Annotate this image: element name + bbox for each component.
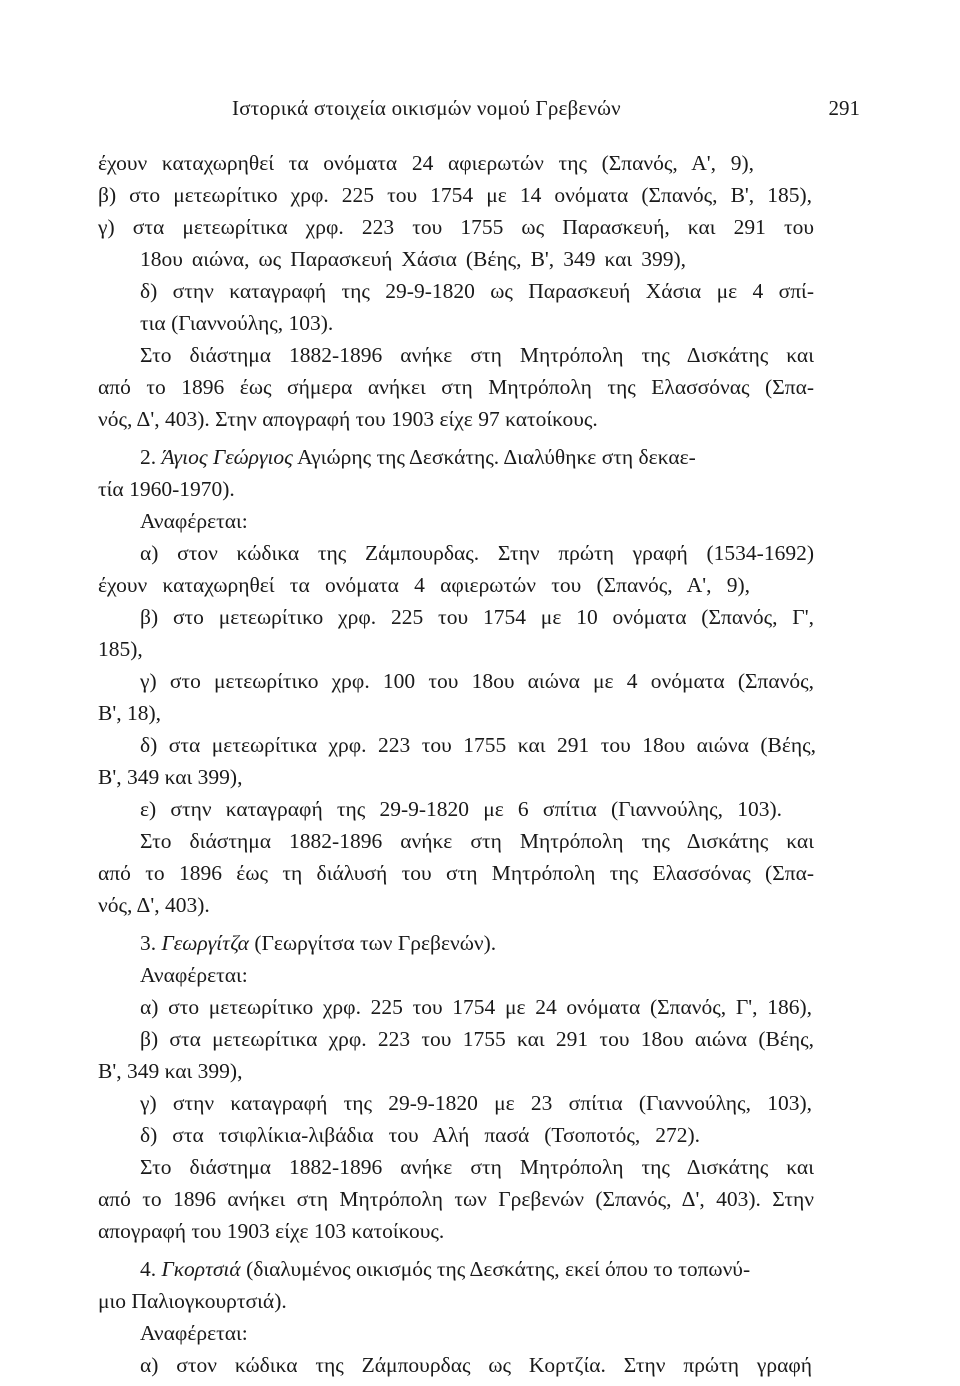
text-line: νός, Δ', 403).: [98, 893, 210, 917]
text-line: δ) στα τσιφλίκια-λιβάδια του Αλή πασά (Τσοποτός, 272).: [140, 1123, 700, 1147]
entry-2-heading: [140, 442, 696, 472]
text-line: α) στον κώδικα της Ζάμπουρδας. Στην πρώτη γραφή (1534-1692): [140, 541, 814, 565]
text-line: τια (Γιαννούλης, 103).: [140, 311, 334, 335]
entry-name: Άγιος Γεώργιος: [161, 445, 293, 469]
text-line: Αναφέρεται:: [140, 1321, 248, 1345]
text-line: νός, Δ', 403). Στην απογραφή του 1903 είχε 97 κατοίκους.: [98, 407, 598, 431]
text-line: Αγιώρης της Δεσκάτης. Διαλύθηκε στη δεκαε-: [297, 445, 696, 469]
text-line: (διαλυμένος οικισμός της Δεσκάτης, εκεί όπου το τοπωνύ-: [246, 1257, 751, 1281]
text-line: έχουν καταχωρηθεί τα ονόματα 4 αφιερωτών του (Σπανός, Α', 9),: [98, 573, 750, 597]
text-line: Στο διάστημα 1882-1896 ανήκε στη Μητρόπολη της Δισκάτης και: [140, 1155, 814, 1179]
text-line: γ) στο μετεωρίτικο χρφ. 100 του 18ου αιώνα με 4 ονόματα (Σπανός,: [140, 669, 814, 693]
text-line: Αναφέρεται:: [140, 963, 248, 987]
text-line: β) στο μετεωρίτικο χρφ. 225 του 1754 με 14 ονόματα (Σπανός, Β', 185),: [98, 183, 812, 207]
text-line: έχουν καταχωρηθεί τα ονόματα 24 αφιερωτών της (Σπανός, Α', 9),: [98, 151, 754, 175]
entry-number: 4.: [140, 1257, 157, 1281]
text-line: Στο διάστημα 1882-1896 ανήκε στη Μητρόπολη της Δισκάτης και: [140, 829, 814, 853]
text-line: απογραφή του 1903 είχε 103 κατοίκους.: [98, 1219, 445, 1243]
text-line: α) στον κώδικα της Ζάμπουρδας ως Κορτζία. Στην πρώτη γραφή: [140, 1353, 812, 1377]
entry-name: Γκορτσιά: [161, 1257, 241, 1281]
text-line: β) στο μετεωρίτικο χρφ. 225 του 1754 με 10 ονόματα (Σπανός, Γ',: [140, 605, 814, 629]
text-line: Β', 349 και 399),: [98, 765, 243, 789]
text-line: δ) στα μετεωρίτικα χρφ. 223 του 1755 και 291 του 18ου αιώνα (Βέης,: [140, 733, 816, 757]
text-line: από το 1896 έως σήμερα ανήκει στη Μητρόπολη της Ελασσόνας (Σπα-: [98, 375, 814, 399]
text-line: Β', 349 και 399),: [98, 1059, 243, 1083]
entry-name: Γεωργίτζα: [161, 931, 249, 955]
text-line: από το 1896 ανήκει στη Μητρόπολη των Γρεβενών (Σπανός, Δ', 403). Στην: [98, 1187, 814, 1211]
text-line: Αναφέρεται:: [140, 509, 248, 533]
entry-4-heading: [140, 1254, 750, 1284]
text-line: τία 1960-1970).: [98, 477, 235, 501]
page-number: 291: [828, 96, 860, 120]
text-line: β) στα μετεωρίτικα χρφ. 223 του 1755 και 291 του 18ου αιώνα (Βέης,: [140, 1027, 814, 1051]
text-line: γ) στην καταγραφή της 29-9-1820 με 23 σπίτια (Γιαννούλης, 103),: [140, 1091, 812, 1115]
text-line: 18ου αιώνα, ως Παρασκευή Χάσια (Βέης, Β', 349 και 399),: [140, 247, 686, 271]
text-line: 185),: [98, 637, 143, 661]
text-line: γ) στα μετεωρίτικα χρφ. 223 του 1755 ως Παρασκευή, και 291 του: [98, 215, 814, 239]
text-line: ε) στην καταγραφή της 29-9-1820 με 6 σπίτια (Γιαννούλης, 103).: [140, 797, 782, 821]
running-title: Ιστορικά στοιχεία οικισμών νομού Γρεβενών: [232, 96, 621, 120]
text-line: δ) στην καταγραφή της 29-9-1820 ως Παρασκευή Χάσια με 4 σπί-: [140, 279, 814, 303]
text-line: α) στο μετεωρίτικο χρφ. 225 του 1754 με 24 ονόματα (Σπανός, Γ', 186),: [140, 995, 812, 1019]
entry-number: 2.: [140, 445, 157, 469]
entry-3-heading: [140, 928, 496, 958]
text-line: Β', 18),: [98, 701, 161, 725]
text-line: Στο διάστημα 1882-1896 ανήκε στη Μητρόπολη της Δισκάτης και: [140, 343, 814, 367]
text-line: (Γεωργίτσα των Γρεβενών).: [254, 931, 497, 955]
text-line: μιο Παλιογκουρτσιά).: [98, 1289, 287, 1313]
entry-number: 3.: [140, 931, 157, 955]
text-line: από το 1896 έως τη διάλυσή του στη Μητρόπολη της Ελασσόνας (Σπα-: [98, 861, 814, 885]
